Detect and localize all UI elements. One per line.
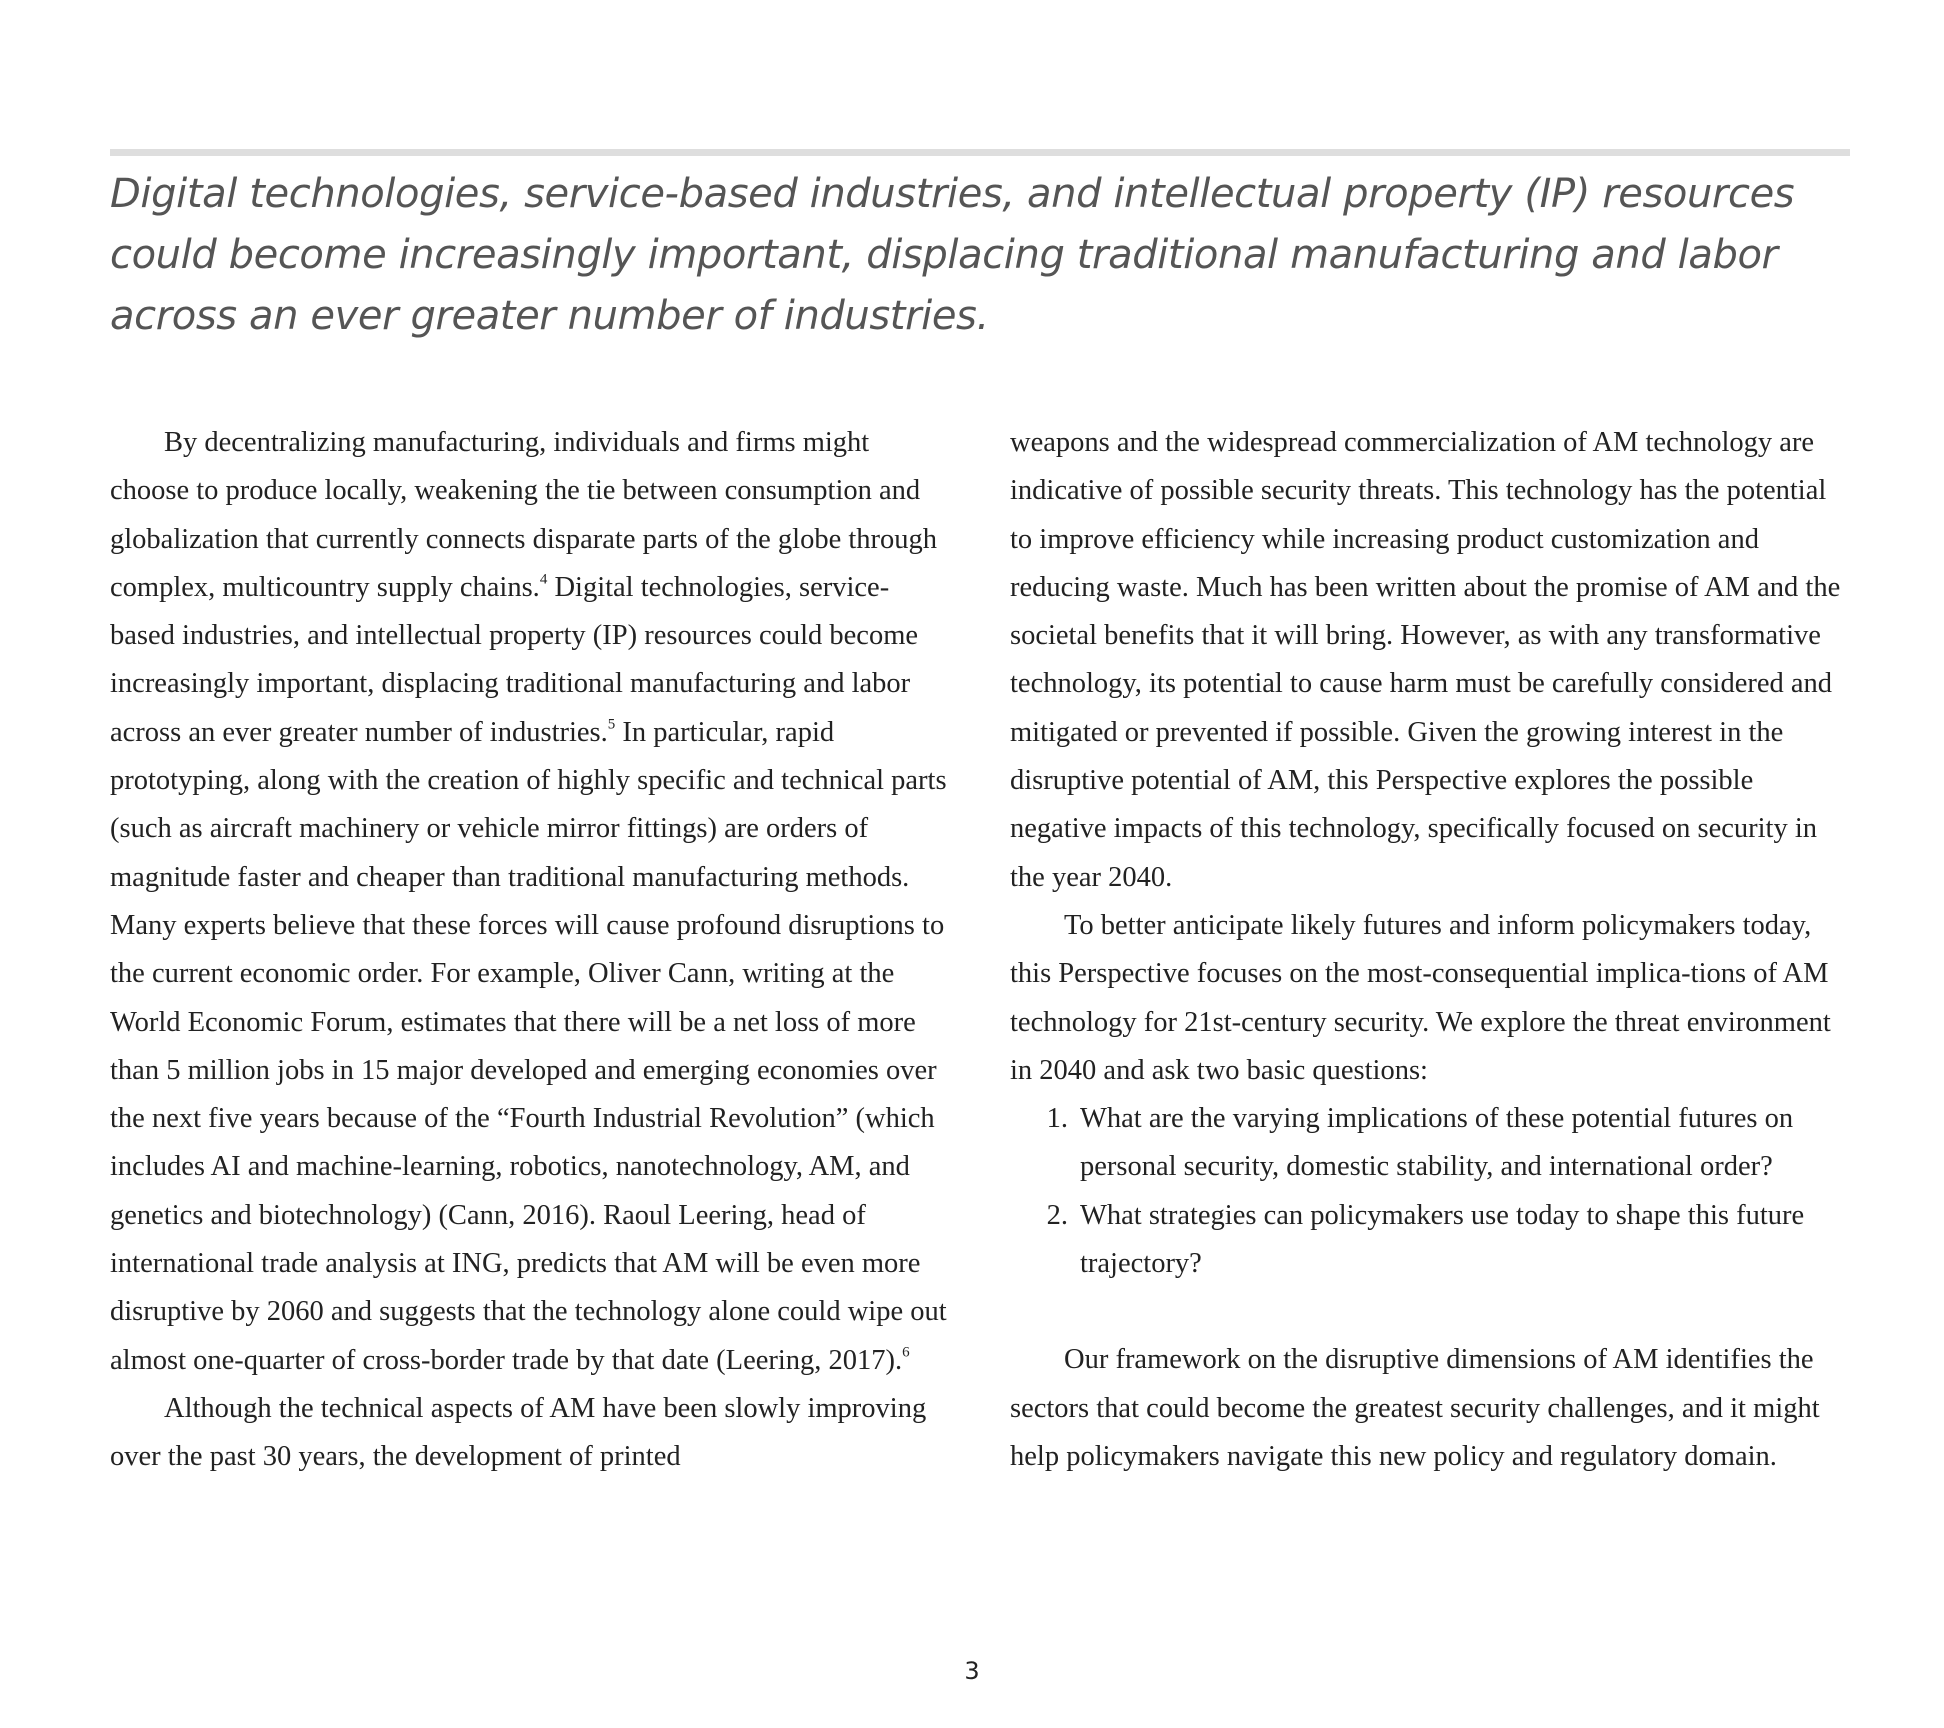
page-number: 3 [964, 1657, 980, 1685]
footnote-ref[interactable]: 6 [902, 1343, 910, 1360]
list-item [1010, 1095, 1850, 1192]
body-paragraph: To better anticipate likely futures and inform policymakers today, this Perspective focuses on the most-consequential implica-tions of AM technology for 21st-century security. We explore the threat environment in 2040 and ask two basic questions: [1010, 909, 1831, 1086]
footnote-ref[interactable]: 5 [607, 716, 616, 733]
left-column [110, 419, 952, 1482]
list-item-text: What are the varying implications of these potential futures on personal security, domestic stability, and international order? [1080, 1103, 1794, 1183]
body-paragraph [110, 419, 952, 1385]
list-item-text: What strategies can policymakers use today to shape this future trajectory? [1080, 1199, 1805, 1280]
pull-quote-rule [110, 149, 1850, 156]
right-column [1010, 419, 1850, 1481]
list-number: 2. [1046, 1199, 1068, 1231]
body-paragraph: weapons and the widespread commercialization of AM technology are indicative of possible security threats. This technology has the potential to improve efficiency while increasing product customization and reducing waste. Much has been written about the promise of AM and the societal benefits that it will bring. However, as with any transformative technology, its potential to cause harm must be carefully considered and mitigated or prevented if possible. Given the growing interest in the disruptive potential of AM, this Perspective explores the possible negative impacts of this technology, specifically focused on security in the year 2040. [1010, 427, 1841, 893]
body-paragraph: Our framework on the disruptive dimensions of AM identifies the sectors that could become the greatest security challenges, and it might help policymakers navigate this new policy and regulatory domain. [1010, 1344, 1820, 1472]
list-item [1010, 1192, 1850, 1289]
body-text: By decentralizing manufacturing, individuals and firms might choose to produce locally, weakening the tie between consumption and globalization that currently connects disparate parts of the globe through complex, multicountry supply chains. [110, 427, 938, 603]
body-text: In particular, rapid prototyping, along with the creation of highly specific and technical parts (such as aircraft machinery or vehicle mirror fittings) are orders of magnitude faster and cheaper than traditional manufacturing methods. Many experts believe that these forces will cause profound disruptions to the current economic order. For example, Oliver Cann, writing at the World Economic Forum, estimates that there will be a net loss of more than 5 million jobs in 15 major developed and emerging economies over the next five years because of the “Fourth Industrial Revolution” (which includes AI and machine-learning, robotics, nanotechnology, AM, and genetics and biotechnology) (Cann, 2016). Raoul Leering, head of international trade analysis at ING, predicts that AM will be even more disruptive by 2060 and suggests that the technology alone could wipe out almost one-quarter of cross-border trade by that date (Leering, 2017). [110, 716, 947, 1376]
footnote-ref[interactable]: 4 [539, 571, 548, 588]
list-number: 1. [1046, 1103, 1068, 1135]
paragraph-spacer [1010, 1288, 1850, 1336]
questions-list [1010, 1095, 1850, 1288]
body-text: Digital technologies, service-based industries, and intellectual property (IP) resources could become increasingly important, displacing traditional manufacturing and labor across an ever greater number of industries. [110, 571, 919, 748]
body-paragraph: Although the technical aspects of AM have been slowly improving over the past 30 years, the development of printed [110, 1392, 927, 1473]
pull-quote: Digital technologies, service-based industries, and intellectual property (IP) resources could become increasingly important, displacing traditional manufacturing and labor across an ever greater number of industries. [110, 171, 1795, 339]
